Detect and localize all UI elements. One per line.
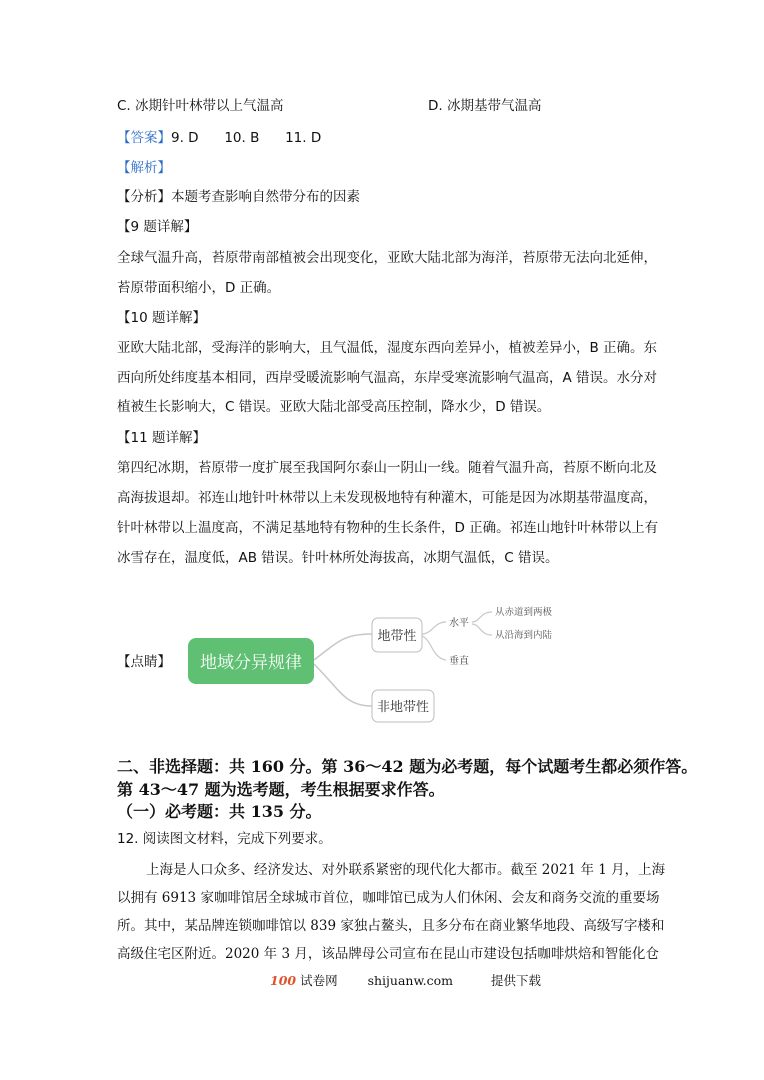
footer <box>270 972 541 990</box>
section-line-3: （一）必考题：共 135 分。 <box>117 802 322 821</box>
q11-line-1: 第四纪冰期，苔原带一度扩展至我国阿尔泰山一阴山一线。随着气温升高，苔原不断向北及 <box>117 460 657 476</box>
answer-label: 【答案】 <box>117 130 171 146</box>
q12-line-3: 所。其中，某品牌连锁咖啡馆以 839 家独占鳌头，且多分布在商业繁华地段、高级写字楼和 <box>117 918 665 934</box>
q9-title: 【9 题详解】 <box>117 219 198 235</box>
vertical-label: 垂直 <box>449 656 469 667</box>
azonal-node-label: 非地带性 <box>376 700 430 715</box>
footer-site: 试卷网 <box>300 973 338 988</box>
q12-intro: 12. 阅读图文材料，完成下列要求。 <box>117 831 332 847</box>
q11-line-4: 冰雪存在，温度低，AB 错误。针叶林所处海拔高，冰期气温低，C 错误。 <box>117 550 559 566</box>
q10-line-3: 植被生长影响大，C 错误。亚欧大陆北部受高压控制，降水少，D 错误。 <box>117 399 551 415</box>
section-line-1: 二、非选择题：共 160 分。第 36～42 题为必考题，每个试题考生都必须作答。 <box>117 757 698 776</box>
connector-root-azonal <box>314 664 372 706</box>
zonal-node-label: 地带性 <box>377 629 417 644</box>
dianjing-label: 【点睛】 <box>117 654 171 670</box>
root-node-label: 地域分异规律 <box>200 653 302 673</box>
q11-line-3: 针叶林带以上温度高，不满足基地特有物种的生长条件，D 正确。祁连山地针叶林带以上有 <box>117 520 659 536</box>
q10-line-1: 亚欧大陆北部，受海洋的影响大，且气温低，湿度东西向差异小，植被差异小，B 正确。东 <box>117 340 658 356</box>
fenxi-line: 【分析】本题考查影响自然带分布的因素 <box>117 189 360 205</box>
q10-line-2: 西向所处纬度基本相同，西岸受暖流影响气温高，东岸受寒流影响气温高，A 错误。水分对 <box>117 370 658 386</box>
h1-label: 从赤道到两极 <box>495 607 553 618</box>
q10-title: 【10 题详解】 <box>117 310 206 326</box>
section-line-2: 第 43～47 题为选考题，考生根据要求作答。 <box>117 780 445 799</box>
footer-domain[interactable]: shijuanw.com <box>367 973 454 988</box>
q12-line-1: 上海是人口众多、经济发达、对外联系紧密的现代化大都市。截至 2021 年 1 月，上海 <box>146 862 666 878</box>
site-logo: 100 <box>270 973 297 988</box>
connector-horizontal-h1 <box>472 612 492 622</box>
connector-zonal-horizontal <box>422 622 446 634</box>
q12-line-4: 高级住宅区附近。2020 年 3 月，该品牌母公司宣布在昆山市建设包括咖啡烘焙和智能化仓 <box>117 946 659 962</box>
q9-line-2: 苔原带面积缩小，D 正确。 <box>117 280 281 296</box>
answer-text: 9. D 10. B 11. D <box>171 130 322 146</box>
connector-root-zonal <box>314 634 372 660</box>
option-c: C. 冰期针叶林带以上气温高 <box>117 98 284 114</box>
q9-line-1: 全球气温升高，苔原带南部植被会出现变化，亚欧大陆北部为海洋，苔原带无法向北延伸， <box>117 250 657 266</box>
connector-horizontal-h2 <box>472 624 492 635</box>
horizontal-label: 水平 <box>449 618 469 629</box>
q11-line-2: 高海拔退却。祁连山地针叶林带以上未发现极地特有种灌木，可能是因为冰期基带温度高， <box>117 490 657 506</box>
option-d: D. 冰期基带气温高 <box>428 98 542 114</box>
h2-label: 从沿海到内陆 <box>495 630 553 641</box>
q11-title: 【11 题详解】 <box>117 430 206 446</box>
q12-line-2: 以拥有 6913 家咖啡馆居全球城市首位，咖啡馆已成为人们休闲、会友和商务交流的重要场 <box>117 890 660 906</box>
footer-download: 提供下载 <box>491 973 542 988</box>
connector-zonal-vertical <box>422 636 446 660</box>
analysis-label: 【解析】 <box>117 160 171 176</box>
